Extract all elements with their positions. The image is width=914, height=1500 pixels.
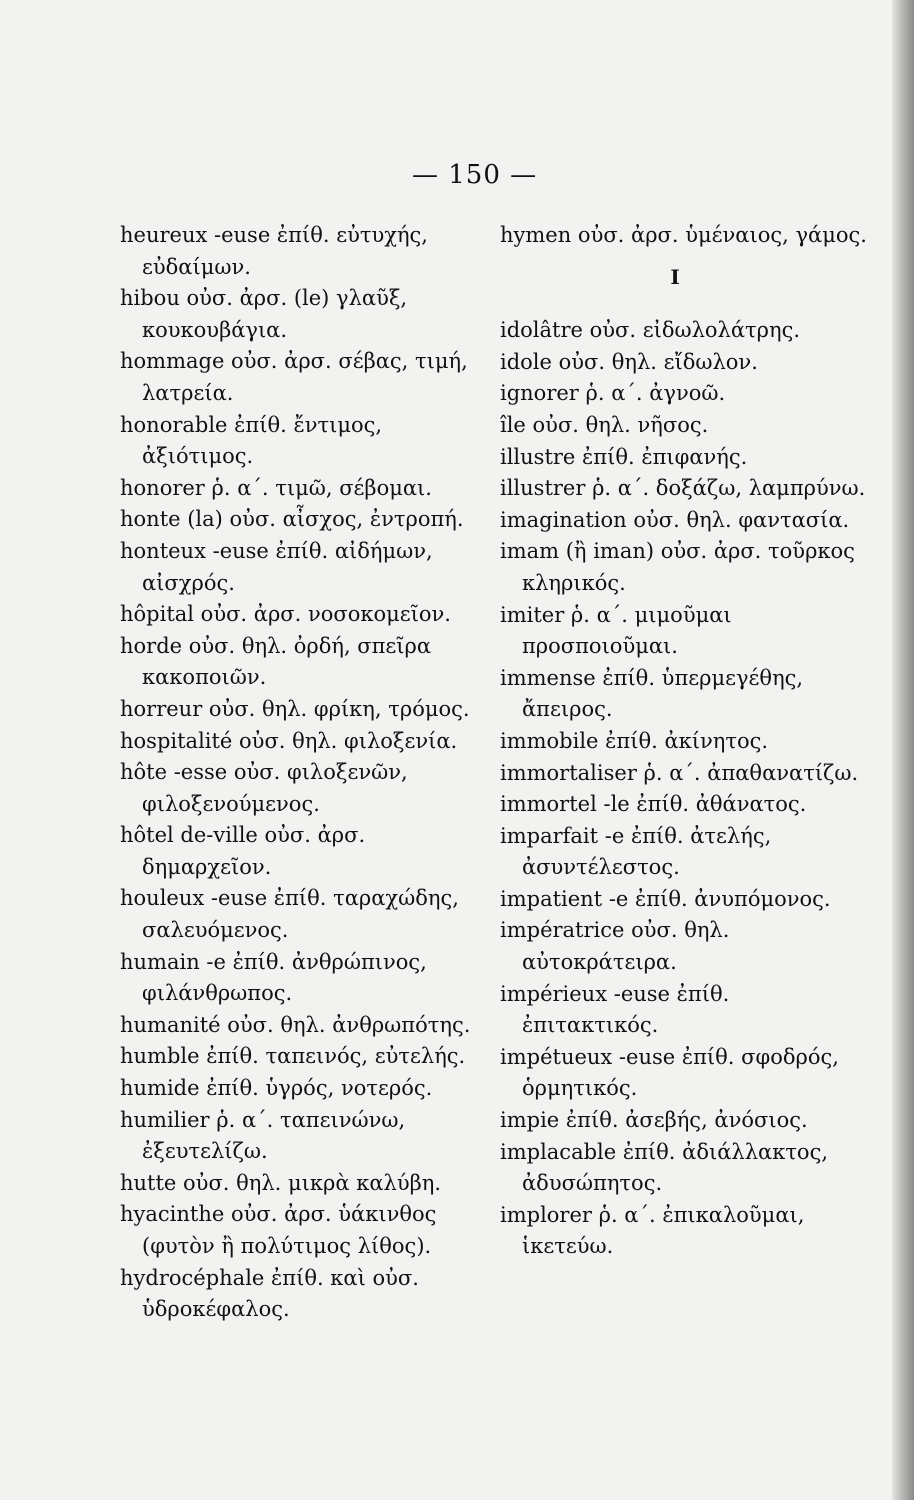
dictionary-entry: hyacinthe οὐσ. ἀρσ. ὑάκινθος (φυτὸν ἢ πολύτιμος λίθος). — [120, 1202, 437, 1258]
dictionary-entry: humble ἐπίθ. ταπεινός, εὐτελής. — [120, 1044, 466, 1069]
dictionary-entry: hibou οὐσ. ἀρσ. (le) γλαῦξ, κουκουβάγια. — [120, 286, 408, 342]
dictionary-entry: imagination οὐσ. θηλ. φαντασία. — [500, 507, 850, 532]
right-column — [500, 220, 870, 1263]
dictionary-entry: implorer ῥ. α΄. ἐπικαλοῦμαι, ἱκετεύω. — [500, 1202, 805, 1259]
dictionary-entry: idole οὐσ. θηλ. εἴδωλον. — [500, 349, 758, 374]
dictionary-entry: humain -e ἐπίθ. ἀνθρώπινος, φιλάνθρωπος. — [120, 949, 427, 1006]
dictionary-entry: immortel -le ἐπίθ. ἀθάνατος. — [500, 792, 807, 817]
dictionary-entry: illustre ἐπίθ. ἐπιφανής. — [500, 444, 748, 469]
dictionary-entry: imiter ῥ. α΄. μιμοῦμαι προσποιοῦμαι. — [500, 602, 732, 659]
dictionary-entry: humide ἐπίθ. ὑγρός, νοτερός. — [120, 1076, 433, 1101]
dictionary-entry: hommage οὐσ. ἀρσ. σέβας, τιμή, λατρεία. — [120, 349, 468, 405]
dictionary-entry: hutte οὐσ. θηλ. μικρὰ καλύβη. — [120, 1170, 441, 1195]
dictionary-entry: impétueux -euse ἐπίθ. σφοδρός, ὁρμητικός. — [500, 1044, 839, 1101]
dictionary-entry: idolâtre οὐσ. εἰδωλολάτρης. — [500, 318, 801, 343]
dictionary-entry: implacable ἐπίθ. ἀδιάλλακτος, ἀδυσώπητος. — [500, 1139, 829, 1196]
dictionary-entry: houleux -euse ἐπίθ. ταραχώδης, σαλευόμενος. — [120, 886, 459, 943]
dictionary-entry: impératrice οὐσ. θηλ. αὐτοκράτειρα. — [500, 918, 730, 975]
dictionary-entry: hospitalité οὐσ. θηλ. φιλοξενία. — [120, 728, 458, 753]
dictionary-entry: imparfait -e ἐπίθ. ἀτελής, ἀσυντέλεστος. — [500, 823, 772, 880]
dictionary-entry: ignorer ῥ. α΄. ἀγνοῶ. — [500, 381, 726, 406]
dictionary-entry: impérieux -euse ἐπίθ. ἐπιτακτικός. — [500, 981, 730, 1038]
dictionary-entry: imam (ἢ iman) οὐσ. ἀρσ. τοῦρκος κληρικός. — [500, 539, 855, 595]
dictionary-entry: hôte -esse οὐσ. φιλοξενῶν, φιλοξενούμενος. — [120, 760, 408, 816]
dictionary-entry: heureux -euse ἐπίθ. εὐτυχής, εὐδαίμων. — [120, 223, 428, 279]
dictionary-entry: impatient -e ἐπίθ. ἀνυπόμονος. — [500, 886, 831, 911]
dictionary-entry: hydrocéphale ἐπίθ. καὶ οὐσ. ὑδροκέφαλος. — [120, 1265, 419, 1322]
dictionary-entry: immense ἐπίθ. ὑπερμεγέθης, ἄπειρος. — [500, 665, 804, 722]
page-spine-shadow — [892, 0, 914, 1500]
page-number: — 150 — — [412, 160, 538, 190]
dictionary-entry: honteux -euse ἐπίθ. αἰδήμων, αἰσχρός. — [120, 538, 433, 595]
dictionary-entry: honorer ῥ. α΄. τιμῶ, σέβομαι. — [120, 475, 432, 500]
dictionary-entry: humanité οὐσ. θηλ. ἀνθρωπότης. — [120, 1012, 471, 1037]
dictionary-entry: immortaliser ῥ. α΄. ἀπαθανατίζω. — [500, 760, 859, 785]
section-letter-heading: I — [670, 264, 680, 289]
dictionary-entry: impie ἐπίθ. ἀσεβής, ἀνόσιος. — [500, 1108, 808, 1133]
left-column — [120, 220, 490, 1326]
dictionary-entry: illustrer ῥ. α΄. δοξάζω, λαμπρύνω. — [500, 476, 866, 501]
dictionary-entry: île οὐσ. θηλ. νῆσος. — [500, 412, 709, 437]
dictionary-entry: horde οὐσ. θηλ. ὀρδή, σπεῖρα κακοποιῶν. — [120, 633, 432, 690]
dictionary-entry: immobile ἐπίθ. ἀκίνητος. — [500, 728, 769, 753]
dictionary-entry: horreur οὐσ. θηλ. φρίκη, τρόμος. — [120, 696, 470, 721]
dictionary-entry: honte (la) οὐσ. αἶσχος, ἐντροπή. — [120, 507, 464, 532]
dictionary-entry: honorable ἐπίθ. ἔντιμος, ἀξιότιμος. — [120, 412, 383, 469]
dictionary-entry: humilier ῥ. α΄. ταπεινώνω, ἐξευτελίζω. — [120, 1107, 406, 1164]
dictionary-entry: hôpital οὐσ. ἀρσ. νοσοκομεῖον. — [120, 602, 451, 627]
dictionary-entry: hymen οὐσ. ἀρσ. ὑμέναιος, γάμος. — [500, 223, 867, 247]
dictionary-entry: hôtel de-ville οὐσ. ἀρσ. δημαρχεῖον. — [120, 823, 366, 879]
